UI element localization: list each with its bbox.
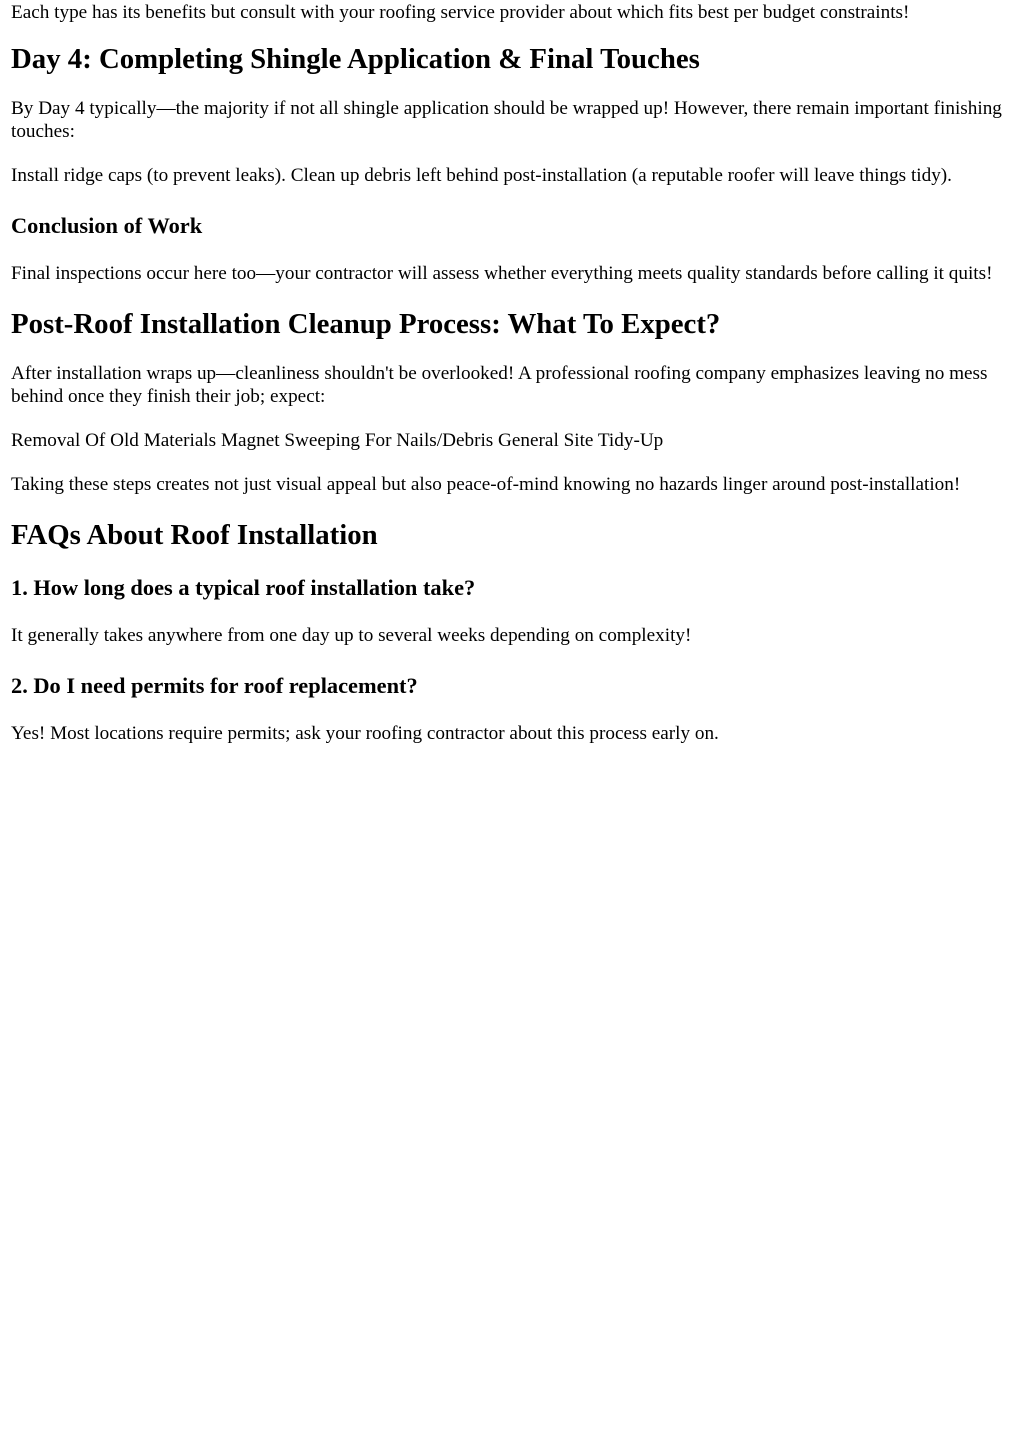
faqs-heading: FAQs About Roof Installation <box>11 519 378 551</box>
cleanup-paragraph-1: After installation wraps up—cleanliness shouldn't be overlooked! A professional roofing company emphasizes leaving no mess behind once they finish their job; expect: <box>11 363 988 407</box>
cleanup-heading: Post-Roof Installation Cleanup Process: What To Expect? <box>11 308 721 340</box>
faq-answer-1: It generally takes anywhere from one day up to several weeks depending on complexity! <box>11 625 692 646</box>
faq-answer-2: Yes! Most locations require permits; ask your roofing contractor about this process early on. <box>11 723 719 744</box>
intro-tail-paragraph: Each type has its benefits but consult with your roofing service provider about which fits best per budget constraints! <box>11 2 910 23</box>
faq-question-1: 1. How long does a typical roof installation take? <box>11 575 476 600</box>
faq-question-2: 2. Do I need permits for roof replacement? <box>11 673 418 698</box>
cleanup-paragraph-2: Removal Of Old Materials Magnet Sweeping For Nails/Debris General Site Tidy-Up <box>11 430 664 451</box>
day4-heading: Day 4: Completing Shingle Application & Final Touches <box>11 43 700 75</box>
cleanup-paragraph-3: Taking these steps creates not just visual appeal but also peace-of-mind knowing no hazards linger around post-installation! <box>11 474 961 495</box>
day4-paragraph-2: Install ridge caps (to prevent leaks). Clean up debris left behind post-installation (a reputable roofer will leave things tidy). <box>11 165 952 186</box>
conclusion-heading: Conclusion of Work <box>11 213 203 238</box>
day4-paragraph-1: By Day 4 typically—the majority if not all shingle application should be wrapped up! However, there remain important finishing touches: <box>11 98 1002 142</box>
conclusion-paragraph: Final inspections occur here too—your contractor will assess whether everything meets quality standards before calling it quits! <box>11 263 993 284</box>
